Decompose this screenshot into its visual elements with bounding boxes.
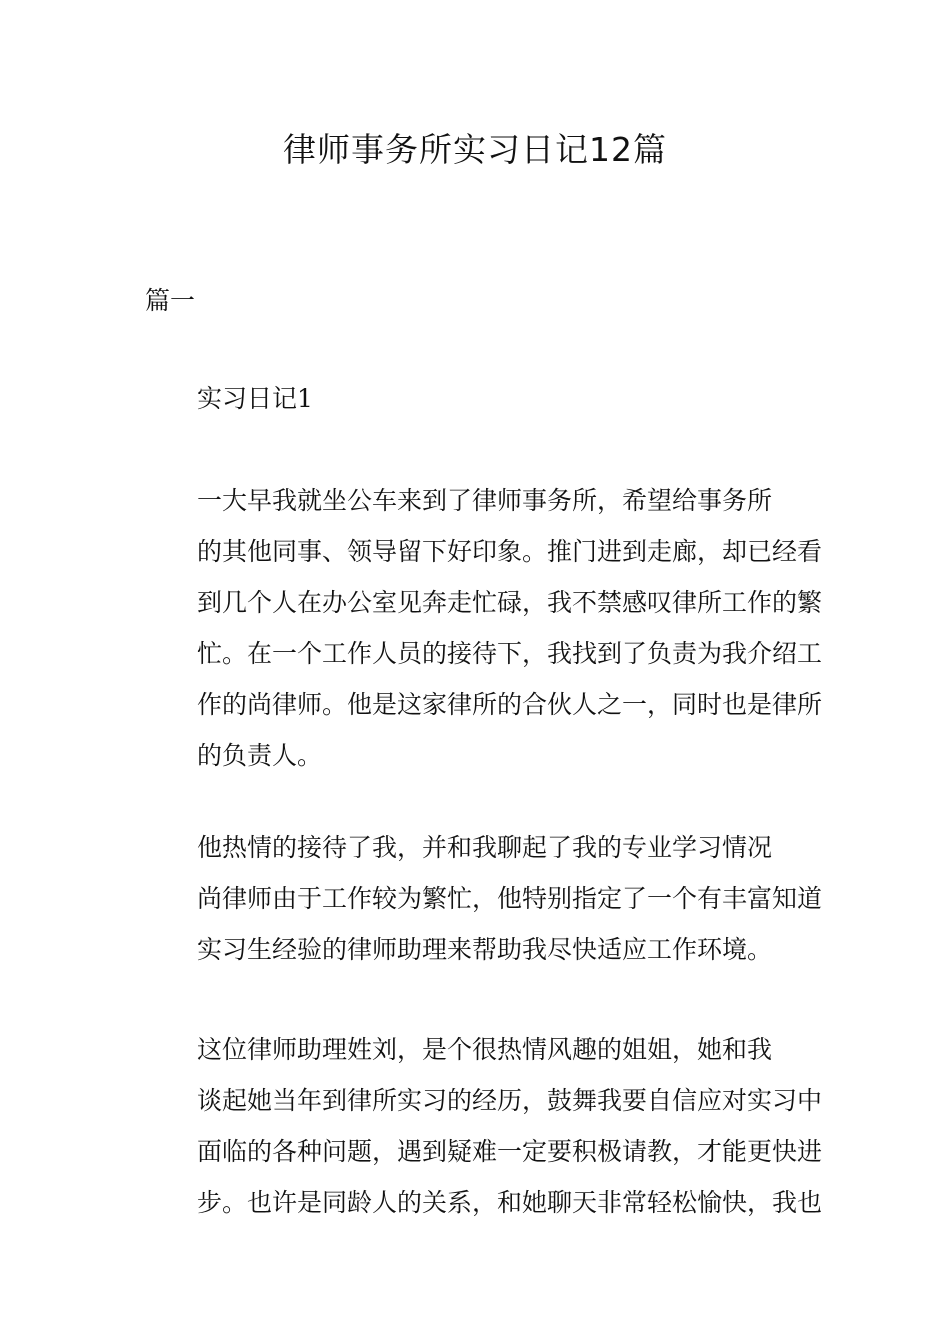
paragraph-line: 作的尚律师。他是这家律所的合伙人之一，同时也是律所	[197, 690, 823, 719]
paragraph-line: 步。也许是同龄人的关系，和她聊天非常轻松愉快，我也	[197, 1188, 823, 1217]
paragraph-line: 尚律师由于工作较为繁忙，他特别指定了一个有丰富知道	[197, 884, 823, 913]
paragraph-line: 忙。在一个工作人员的接待下，我找到了负责为我介绍工	[197, 639, 823, 668]
paragraph-line: 的负责人。	[197, 741, 323, 770]
paragraph-line: 一大早我就坐公车来到了律师事务所，希望给事务所	[197, 486, 773, 515]
paragraph-2	[145, 822, 823, 975]
paragraph-line: 他热情的接待了我，并和我聊起了我的专业学习情况	[197, 833, 773, 862]
paragraph-line: 这位律师助理姓刘，是个很热情风趣的姐姐，她和我	[197, 1035, 773, 1064]
paragraph-1	[145, 475, 823, 781]
diary-entry-heading: 实习日记1	[197, 384, 313, 413]
paragraph-3	[145, 1024, 823, 1228]
paragraph-line: 的其他同事、领导留下好印象。推门进到走廊，却已经看	[197, 537, 823, 566]
paragraph-line: 到几个人在办公室见奔走忙碌，我不禁感叹律所工作的繁	[197, 588, 823, 617]
section-heading: 篇一	[145, 286, 196, 315]
paragraph-line: 实习生经验的律师助理来帮助我尽快适应工作环境。	[197, 935, 773, 964]
paragraph-line: 面临的各种问题，遇到疑难一定要积极请教，才能更快进	[197, 1137, 823, 1166]
document-title: 律师事务所实习日记12篇	[283, 130, 667, 169]
paragraph-line: 谈起她当年到律所实习的经历，鼓舞我要自信应对实习中	[197, 1086, 823, 1115]
